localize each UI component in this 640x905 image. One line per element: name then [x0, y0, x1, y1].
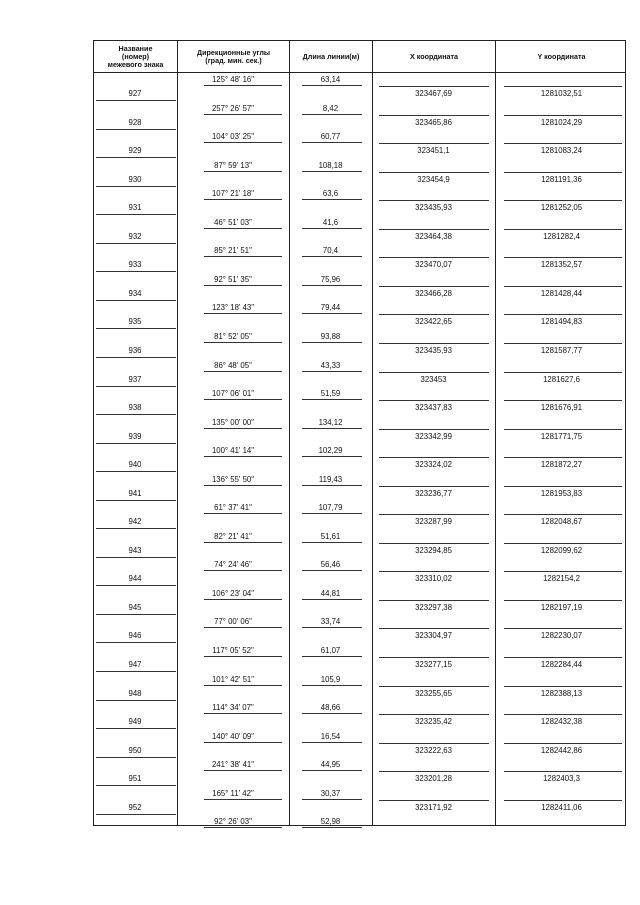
row-rule [504, 657, 622, 658]
row-rule [302, 742, 362, 743]
row-rule [302, 685, 362, 686]
header-x: X координата [409, 52, 459, 61]
line-length-cell: 16,54 [320, 731, 341, 741]
row-rule [504, 400, 622, 401]
row-rule [504, 115, 622, 116]
line-length-cell: 63,14 [320, 75, 341, 84]
row-rule [504, 314, 622, 315]
row-rule [504, 229, 622, 230]
line-length-cell: 107,79 [318, 503, 343, 513]
direction-angle-cell: 106° 23' 04" [211, 588, 255, 598]
line-length-cell: 61,07 [320, 646, 341, 655]
row-rule [302, 171, 362, 172]
row-rule [96, 443, 176, 444]
mark-number-cell: 943 [128, 545, 142, 555]
row-rule [302, 456, 362, 457]
x-coordinate-cell: 323310,02 [415, 574, 452, 584]
mark-number-cell: 934 [128, 288, 142, 298]
line-length-cell: 134,12 [318, 417, 343, 427]
direction-angle-cell: 101° 42' 51" [211, 674, 255, 684]
direction-angle-cell: 140° 40' 09" [211, 731, 255, 741]
row-rule [96, 671, 176, 672]
direction-angle-cell: 107° 06' 01" [211, 389, 255, 399]
mark-number-cell: 938 [128, 403, 142, 413]
x-coordinate-cell: 323435,93 [415, 203, 452, 213]
row-rule [204, 342, 282, 343]
row-rule [504, 200, 622, 201]
row-rule [379, 229, 489, 230]
x-coordinate-cell: 323435,93 [415, 345, 452, 355]
x-coordinate-cell: 323465,86 [415, 117, 452, 127]
row-rule [204, 570, 282, 571]
direction-angle-cell: 257° 26' 57" [211, 103, 255, 113]
direction-angle-cell: 81° 52' 05" [214, 331, 252, 341]
row-rule [504, 286, 622, 287]
direction-angle-cell: 77° 00' 06" [214, 617, 252, 627]
row-rule [96, 585, 176, 586]
direction-angle-cell: 82° 21' 41" [214, 531, 252, 541]
x-coordinate-cell: 323171,92 [415, 802, 452, 812]
mark-number-cell: 950 [128, 745, 142, 755]
row-rule [504, 800, 622, 801]
line-length-cell: 44,81 [320, 588, 341, 598]
row-rule [504, 714, 622, 715]
row-rule [96, 728, 176, 729]
row-rule [96, 214, 176, 215]
direction-angle-cell: 125° 48' 16" [211, 75, 255, 84]
row-rule [302, 342, 362, 343]
row-rule [379, 657, 489, 658]
direction-angle-cell: 87° 59' 13" [214, 160, 252, 170]
line-length-cell: 51,61 [320, 531, 341, 541]
mark-number-cell: 935 [128, 317, 142, 327]
x-coordinate-cell: 323451,1 [417, 146, 450, 156]
row-rule [302, 656, 362, 657]
y-coordinate-cell: 1281587,77 [540, 345, 583, 355]
row-rule [379, 771, 489, 772]
mark-number-cell: 930 [128, 174, 142, 184]
row-rule [96, 386, 176, 387]
row-rule [302, 799, 362, 800]
direction-angle-cell: 136° 55' 50" [211, 474, 255, 484]
row-rule [204, 85, 282, 86]
y-coordinate-cell: 1281282,4 [543, 231, 580, 241]
row-rule [204, 428, 282, 429]
direction-angle-cell: 104° 03' 25" [211, 132, 255, 142]
line-length-cell: 8,42 [322, 103, 339, 113]
y-coordinate-cell: 1282411,06 [541, 802, 582, 812]
line-length-cell: 41,6 [322, 217, 339, 227]
direction-angle-cell: 46° 51' 03" [214, 217, 252, 227]
x-coordinate-cell: 323466,28 [415, 288, 452, 298]
line-length-cell: 70,4 [322, 246, 339, 256]
x-coordinate-cell: 323422,65 [415, 317, 452, 327]
header-divider [94, 72, 625, 73]
row-rule [204, 228, 282, 229]
x-coordinate-cell: 323236,77 [415, 488, 452, 498]
row-rule [379, 600, 489, 601]
row-rule [96, 186, 176, 187]
x-coordinate-cell: 323464,38 [415, 231, 452, 241]
row-rule [379, 143, 489, 144]
row-rule [504, 429, 622, 430]
line-length-cell: 52,98 [320, 817, 341, 827]
row-rule [302, 599, 362, 600]
row-rule [379, 714, 489, 715]
header-y: Y координата [537, 52, 586, 61]
mark-number-cell: 951 [128, 774, 142, 784]
row-rule [96, 328, 176, 329]
y-coordinate-cell: 1281032,51 [540, 89, 583, 98]
direction-angle-cell: 117° 05' 52" [212, 646, 254, 655]
row-rule [504, 172, 622, 173]
line-length-cell: 102,29 [318, 446, 343, 456]
y-coordinate-cell: 1282197,19 [540, 602, 583, 612]
y-coordinate-cell: 1281627,6 [543, 374, 580, 384]
row-rule [302, 570, 362, 571]
row-rule [302, 770, 362, 771]
y-coordinate-cell: 1282099,62 [540, 545, 583, 555]
y-coordinate-cell: 1281252,05 [540, 203, 583, 213]
mark-number-cell: 942 [128, 517, 142, 527]
x-coordinate-cell: 323201,28 [415, 774, 452, 784]
x-coordinate-cell: 323467,69 [415, 89, 452, 98]
line-length-cell: 105,9 [320, 674, 341, 684]
mark-number-cell: 946 [128, 631, 142, 641]
row-rule [96, 300, 176, 301]
row-rule [302, 399, 362, 400]
row-rule [504, 514, 622, 515]
row-rule [204, 542, 282, 543]
y-coordinate-cell: 1282154,2 [543, 574, 580, 584]
row-rule [504, 628, 622, 629]
row-rule [204, 513, 282, 514]
mark-number-cell: 933 [128, 260, 142, 270]
direction-angle-cell: 241° 38' 41" [211, 760, 255, 770]
y-coordinate-cell: 1282284,44 [540, 660, 583, 669]
line-length-cell: 30,37 [320, 788, 341, 798]
y-coordinate-cell: 1281953,83 [540, 488, 583, 498]
direction-angle-cell: 165° 11' 42" [212, 788, 254, 798]
y-coordinate-cell: 1281676,91 [540, 403, 583, 413]
row-rule [379, 514, 489, 515]
row-rule [204, 114, 282, 115]
line-length-cell: 63,6 [322, 189, 339, 199]
y-coordinate-cell: 1281428,44 [540, 288, 583, 298]
direction-angle-cell: 86° 48' 05" [214, 360, 252, 370]
mark-number-cell: 945 [128, 602, 142, 612]
row-rule [302, 627, 362, 628]
row-rule [504, 372, 622, 373]
mark-number-cell: 929 [128, 146, 142, 156]
row-rule [379, 429, 489, 430]
row-rule [96, 357, 176, 358]
row-rule [96, 157, 176, 158]
row-rule [504, 600, 622, 601]
mark-number-cell: 936 [128, 345, 142, 355]
y-coordinate-cell: 1281352,57 [540, 260, 583, 270]
row-rule [504, 686, 622, 687]
mark-number-cell: 949 [128, 717, 142, 727]
row-rule [302, 513, 362, 514]
mark-number-cell: 927 [128, 89, 142, 98]
direction-angle-cell: 114° 34' 07" [212, 703, 254, 713]
row-rule [96, 614, 176, 615]
row-rule [204, 827, 282, 828]
row-rule [96, 528, 176, 529]
direction-angle-cell: 123° 18' 43" [211, 303, 255, 313]
y-coordinate-cell: 1281083,24 [540, 146, 583, 156]
direction-angle-cell: 92° 51' 35" [214, 274, 252, 284]
y-coordinate-cell: 1282048,67 [540, 517, 583, 527]
row-rule [96, 471, 176, 472]
row-rule [379, 200, 489, 201]
row-rule [96, 642, 176, 643]
row-rule [379, 172, 489, 173]
mark-number-cell: 939 [128, 431, 142, 441]
y-coordinate-cell: 1282230,07 [540, 631, 583, 641]
line-length-cell: 79,44 [320, 303, 341, 313]
row-rule [204, 456, 282, 457]
row-rule [302, 85, 362, 86]
row-rule [204, 313, 282, 314]
y-coordinate-cell: 1282403,3 [543, 774, 580, 784]
row-rule [379, 372, 489, 373]
row-rule [379, 286, 489, 287]
mark-number-cell: 944 [128, 574, 142, 584]
row-rule [302, 485, 362, 486]
x-coordinate-cell: 323453 [420, 374, 447, 384]
mark-number-cell: 937 [128, 374, 142, 384]
row-rule [204, 171, 282, 172]
line-length-cell: 108,18 [318, 160, 343, 170]
row-rule [379, 628, 489, 629]
y-coordinate-cell: 1282388,13 [540, 688, 583, 698]
x-coordinate-cell: 323324,02 [415, 460, 452, 470]
mark-number-cell: 940 [128, 460, 142, 470]
x-coordinate-cell: 323304,97 [415, 631, 452, 641]
row-rule [302, 371, 362, 372]
row-rule [302, 428, 362, 429]
row-rule [504, 486, 622, 487]
row-rule [204, 285, 282, 286]
row-rule [379, 343, 489, 344]
row-rule [96, 814, 176, 815]
boundary-marks-table [93, 40, 626, 826]
x-coordinate-cell: 323235,42 [415, 717, 452, 727]
header-mark: Название (номер) межевого знака [107, 44, 164, 69]
row-rule [302, 313, 362, 314]
row-rule [204, 713, 282, 714]
row-rule [204, 199, 282, 200]
row-rule [96, 700, 176, 701]
mark-number-cell: 931 [128, 203, 142, 213]
x-coordinate-cell: 323294,85 [415, 545, 452, 555]
row-rule [204, 799, 282, 800]
row-rule [504, 86, 622, 87]
direction-angle-cell: 135° 00' 00" [211, 417, 255, 427]
row-rule [379, 543, 489, 544]
row-rule [379, 486, 489, 487]
row-rule [96, 243, 176, 244]
row-rule [204, 656, 282, 657]
direction-angle-cell: 100° 41' 14" [211, 446, 255, 456]
line-length-cell: 75,96 [320, 274, 341, 284]
row-rule [204, 685, 282, 686]
row-rule [302, 114, 362, 115]
x-coordinate-cell: 323287,99 [415, 517, 452, 527]
line-length-cell: 56,46 [320, 560, 341, 570]
row-rule [379, 314, 489, 315]
x-coordinate-cell: 323277,15 [415, 660, 452, 669]
row-rule [302, 542, 362, 543]
row-rule [204, 142, 282, 143]
mark-number-cell: 948 [128, 688, 142, 698]
line-length-cell: 33,74 [320, 617, 341, 627]
row-rule [204, 485, 282, 486]
line-length-cell: 44,95 [320, 760, 341, 770]
row-rule [379, 686, 489, 687]
row-rule [379, 400, 489, 401]
row-rule [504, 457, 622, 458]
x-coordinate-cell: 323222,63 [415, 745, 452, 755]
row-rule [379, 457, 489, 458]
x-coordinate-cell: 323342,99 [415, 431, 452, 441]
row-rule [96, 785, 176, 786]
row-rule [302, 713, 362, 714]
mark-number-cell: 928 [128, 117, 142, 127]
y-coordinate-cell: 1281872,27 [540, 460, 583, 470]
line-length-cell: 93,88 [320, 331, 341, 341]
row-rule [96, 757, 176, 758]
row-rule [379, 743, 489, 744]
row-rule [96, 414, 176, 415]
y-coordinate-cell: 1282442,86 [540, 745, 583, 755]
direction-angle-cell: 107° 21' 18" [211, 189, 255, 199]
row-rule [504, 143, 622, 144]
row-rule [96, 100, 176, 101]
y-coordinate-cell: 1281191,36 [541, 174, 582, 184]
mark-number-cell: 941 [128, 488, 142, 498]
x-coordinate-cell: 323297,38 [415, 602, 452, 612]
row-rule [204, 256, 282, 257]
mark-number-cell: 932 [128, 231, 142, 241]
row-rule [302, 228, 362, 229]
y-coordinate-cell: 1281024,29 [540, 117, 583, 127]
line-length-cell: 51,59 [320, 389, 341, 399]
mark-number-cell: 947 [128, 660, 142, 669]
row-rule [302, 827, 362, 828]
x-coordinate-cell: 323255,65 [415, 688, 452, 698]
row-rule [96, 500, 176, 501]
y-coordinate-cell: 1281771,75 [540, 431, 583, 441]
row-rule [379, 800, 489, 801]
row-rule [379, 571, 489, 572]
x-coordinate-cell: 323454,9 [417, 174, 450, 184]
row-rule [204, 742, 282, 743]
row-rule [504, 743, 622, 744]
row-rule [504, 543, 622, 544]
row-rule [204, 371, 282, 372]
row-rule [302, 256, 362, 257]
row-rule [504, 771, 622, 772]
x-coordinate-cell: 323470,07 [415, 260, 452, 270]
direction-angle-cell: 92° 26' 03" [214, 817, 252, 827]
row-rule [379, 86, 489, 87]
row-rule [204, 399, 282, 400]
row-rule [302, 199, 362, 200]
row-rule [204, 599, 282, 600]
row-rule [96, 129, 176, 130]
row-rule [204, 627, 282, 628]
header-length: Длина линии(м) [302, 52, 360, 61]
header-angle: Дирекционные углы (град. мин. сек.) [196, 48, 271, 65]
row-rule [96, 557, 176, 558]
line-length-cell: 48,66 [320, 703, 341, 713]
line-length-cell: 60,77 [320, 132, 341, 142]
row-rule [302, 285, 362, 286]
row-rule [504, 343, 622, 344]
direction-angle-cell: 61° 37' 41" [214, 503, 252, 513]
row-rule [504, 571, 622, 572]
line-length-cell: 119,43 [318, 474, 343, 484]
x-coordinate-cell: 323437,83 [415, 403, 452, 413]
line-length-cell: 43,33 [320, 360, 341, 370]
row-rule [96, 271, 176, 272]
y-coordinate-cell: 1282432,38 [540, 717, 583, 727]
row-rule [379, 115, 489, 116]
row-rule [302, 142, 362, 143]
row-rule [204, 770, 282, 771]
direction-angle-cell: 74° 24' 46" [214, 560, 252, 570]
mark-number-cell: 952 [128, 802, 142, 812]
y-coordinate-cell: 1281494,83 [540, 317, 583, 327]
row-rule [379, 257, 489, 258]
row-rule [504, 257, 622, 258]
direction-angle-cell: 85° 21' 51" [214, 246, 252, 256]
